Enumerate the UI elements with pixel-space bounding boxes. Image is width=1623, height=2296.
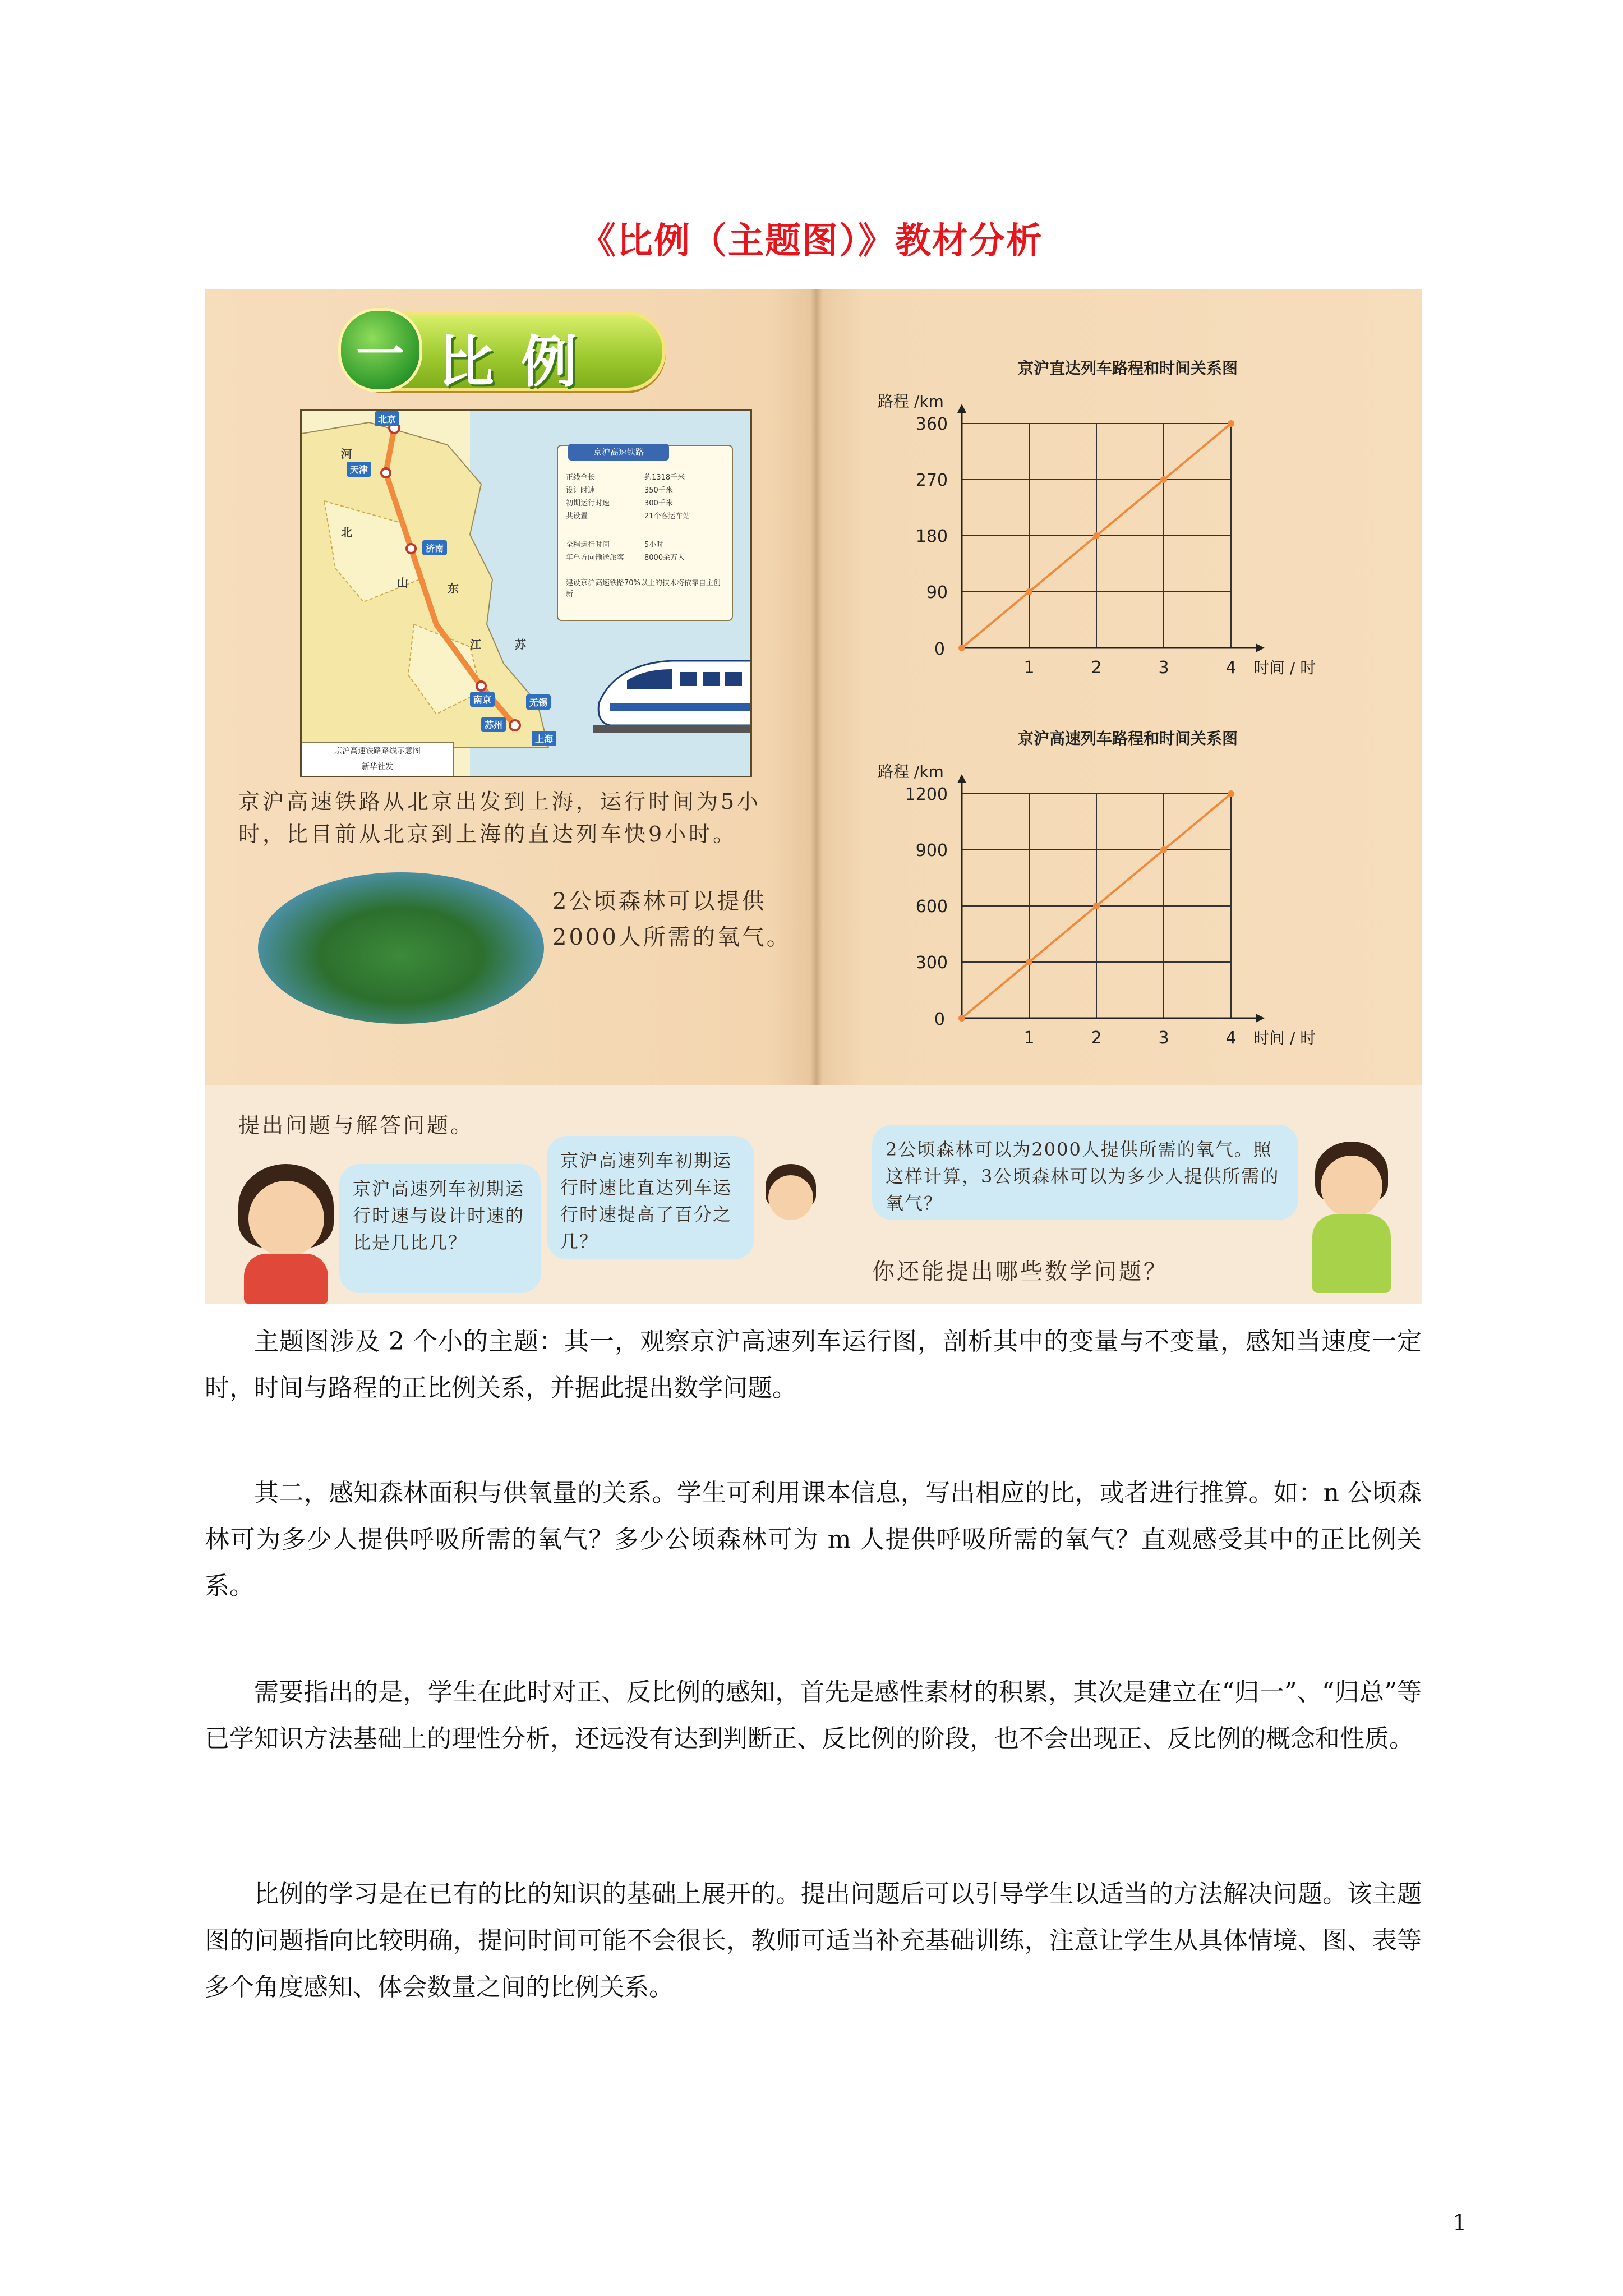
forest-photo xyxy=(258,872,544,1024)
data-point xyxy=(1160,476,1167,483)
y-tick-label: 600 xyxy=(915,897,948,917)
province-label: 北 xyxy=(341,526,352,539)
y-axis-arrow xyxy=(957,774,966,783)
province-label: 东 xyxy=(448,582,459,595)
province-label: 山 xyxy=(397,576,408,590)
data-point xyxy=(958,1015,965,1022)
y-tick-label: 300 xyxy=(915,953,948,973)
x-tick-label: 2 xyxy=(1091,1028,1102,1048)
page-title: 《比例（主题图）》教材分析 xyxy=(580,220,1043,262)
city-label-jinan: 济南 xyxy=(422,540,447,555)
data-point xyxy=(1160,846,1167,853)
city-label-beijing: 北京 xyxy=(375,411,399,426)
section-banner xyxy=(345,311,666,395)
province-label: 苏 xyxy=(515,638,526,651)
data-point xyxy=(1026,959,1032,965)
province-label: 河 xyxy=(341,447,352,461)
x-tick-label: 3 xyxy=(1158,1028,1169,1048)
city-label-nanjing: 南京 xyxy=(470,692,495,707)
chart-direct-train xyxy=(850,384,1410,721)
data-point xyxy=(1228,790,1234,797)
railway-info-title: 京沪高速铁路 xyxy=(568,444,669,461)
city-label-wuxi: 无锡 xyxy=(526,694,551,710)
girl-character xyxy=(248,1181,324,1257)
city-label-tianjin: 天津 xyxy=(347,462,371,477)
paragraph-1: 主题图涉及 2 个小的主题：其一，观察京沪高速列车运行图，剖析其中的变量与不变量，感知当速度一定时，时间与路程的正比例关系，并据此提出数学问题。 xyxy=(205,1327,1422,1402)
x-axis-label: 时间 / 时 xyxy=(1253,659,1316,677)
tick-label-origin: 0 xyxy=(934,639,945,659)
province-label: 江 xyxy=(470,638,481,651)
paragraph-2: 其二，感知森林面积与供氧量的关系。学生可利用课本信息，写出相应的比，或者进行推算。如：n 公顷森林可为多少人提供呼吸所需的氧气？多少公顷森林可为 m 人提供呼吸所需的氧气？直观感受其中的正比例关系。 xyxy=(205,1479,1422,1600)
boy-character-1 xyxy=(768,1175,813,1220)
question-heading: 提出问题与解答问题。 xyxy=(238,1113,474,1138)
data-point xyxy=(958,645,965,651)
chart-title-direct: 京沪直达列车路程和时间关系图 xyxy=(1018,359,1238,378)
railway-map xyxy=(300,409,752,777)
railway-info-box xyxy=(557,445,733,621)
boy-character-2 xyxy=(1321,1156,1382,1217)
section-number-badge: 一 xyxy=(338,308,422,392)
y-tick-label: 900 xyxy=(915,841,948,861)
speech-bubble-boy-2: 2公顷森林可以为2000人提供所需的氧气。照这样计算，3公顷森林可以为多少人提供所需的氧气？ xyxy=(872,1125,1298,1220)
y-tick-label: 360 xyxy=(915,415,948,434)
info-row: 全程运行时间 5小时 xyxy=(566,541,664,549)
info-row: 初期运行时速 300千米 xyxy=(566,499,673,508)
speech-bubble-girl: 京沪高速列车初期运行时速与设计时速的比是几比几？ xyxy=(339,1164,541,1293)
info-row: 正线全长 约1318千米 xyxy=(566,473,685,482)
data-point xyxy=(1026,588,1032,595)
y-axis-arrow xyxy=(957,404,966,413)
x-tick-label: 1 xyxy=(1023,1028,1035,1048)
paragraph-4: 比例的学习是在已有的比的知识的基础上展开的。提出问题后可以引导学生以适当的方法解决问题。该主题图的问题指向比较明确，提问时间可能不会很长，教师可适当补充基础训练，注意让学生从具体情境、图、表等多个角度感知、体会数量之间的比例关系。 xyxy=(205,1880,1422,2001)
boy2-body xyxy=(1312,1214,1391,1293)
x-tick-label: 1 xyxy=(1023,658,1035,678)
info-row: 共设置 21个客运车站 xyxy=(566,512,690,521)
data-point xyxy=(1093,532,1100,539)
textbook-photo xyxy=(205,289,1422,1304)
page-number: 1 xyxy=(1453,2210,1467,2236)
city-label-suzhou: 苏州 xyxy=(481,717,506,732)
chart-title-highspeed: 京沪高速列车路程和时间关系图 xyxy=(1018,729,1238,748)
x-axis-label: 时间 / 时 xyxy=(1253,1029,1316,1047)
data-point xyxy=(1228,420,1234,427)
y-tick-label: 180 xyxy=(915,527,948,546)
x-tick-label: 4 xyxy=(1225,658,1237,678)
y-tick-label: 270 xyxy=(915,471,948,490)
y-tick-label: 90 xyxy=(926,583,948,602)
high-speed-train-illustration xyxy=(593,641,752,737)
info-note: 建设京沪高速铁路70%以上的技术将依靠自主创新 xyxy=(566,579,721,599)
train-info-paragraph: 京沪高速铁路从北京出发到上海，运行时间为5小时，比目前从北京到上海的直达列车快9小时。 xyxy=(238,789,762,846)
info-row: 年单方向输送旅客 8000余万人 xyxy=(566,554,685,562)
tick-label-origin: 0 xyxy=(934,1010,945,1029)
speech-bubble-boy-1: 京沪高速列车初期运行时速比直达列车运行时速提高了百分之几？ xyxy=(547,1136,754,1259)
forest-oxygen-text: 2公顷森林可以提供2000人所需的氧气。 xyxy=(552,889,791,950)
section-title: 比例 xyxy=(438,329,604,395)
x-tick-label: 2 xyxy=(1091,658,1102,678)
chart-highspeed-train xyxy=(850,754,1410,1091)
girl-body xyxy=(244,1254,328,1304)
data-point xyxy=(1093,903,1100,909)
city-label-shanghai: 上海 xyxy=(532,731,556,746)
map-caption: 京沪高速铁路路线示意图 新华社发 xyxy=(302,742,454,777)
x-axis-arrow xyxy=(1256,1014,1265,1023)
info-row: 设计时速 350千米 xyxy=(566,486,673,495)
y-axis-label: 路程 /km xyxy=(878,392,944,411)
paragraph-3: 需要指出的是，学生在此时对正、反比例的感知，首先是感性素材的积累，其次是建立在“归一”、“归总”等已学知识方法基础上的理性分析，还远没有达到判断正、反比例的阶段，也不会出现正、反比例的概念和性质。 xyxy=(205,1678,1422,1753)
more-questions-prompt: 你还能提出哪些数学问题？ xyxy=(872,1259,1168,1285)
x-tick-label: 3 xyxy=(1158,658,1169,678)
y-axis-label: 路程 /km xyxy=(878,762,944,781)
y-tick-label: 1200 xyxy=(905,785,948,804)
x-axis-arrow xyxy=(1256,643,1265,652)
x-tick-label: 4 xyxy=(1225,1028,1237,1048)
